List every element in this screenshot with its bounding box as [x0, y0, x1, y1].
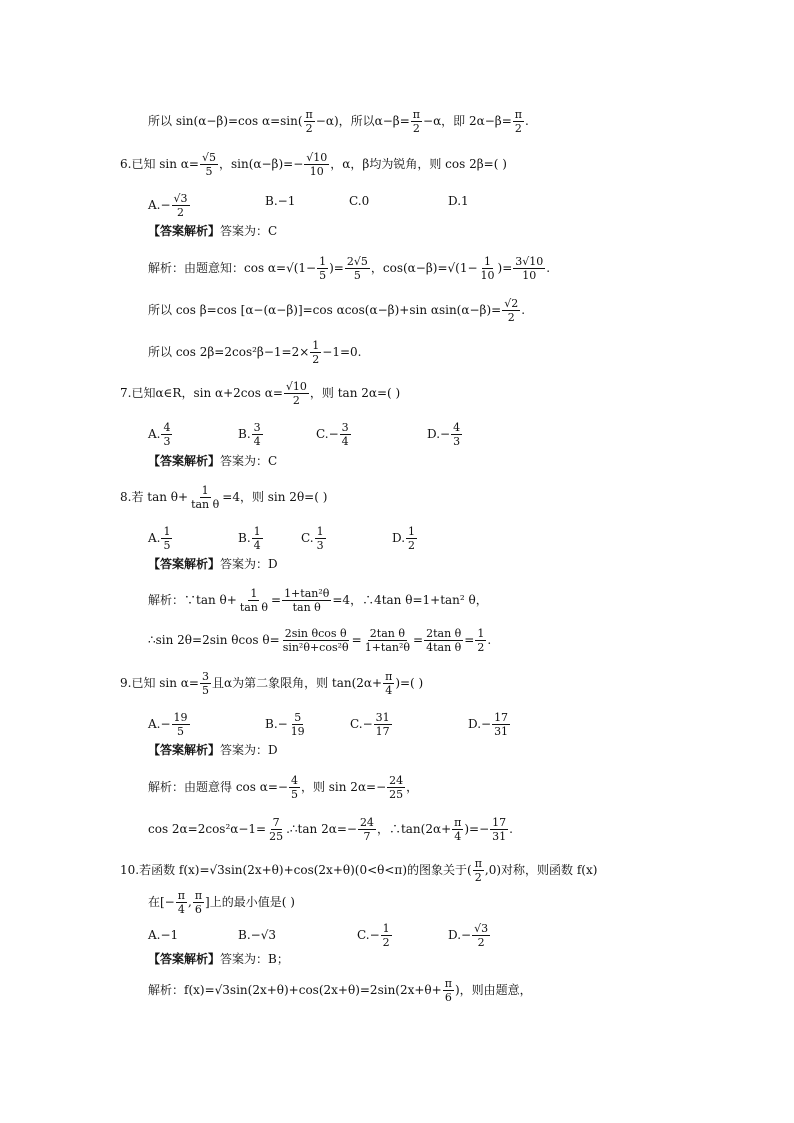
text: .∴tan 2α=− — [286, 822, 357, 836]
numerator: 3√10 — [515, 255, 544, 268]
denominator: 2 — [305, 122, 313, 135]
option-d — [392, 525, 418, 552]
fraction — [161, 525, 172, 552]
numerator: √3 — [173, 192, 188, 205]
text: B.− — [265, 717, 288, 731]
question-6 — [120, 151, 507, 178]
answer-value: 答案为：D — [220, 557, 278, 571]
fraction — [304, 151, 329, 178]
numerator: 2√5 — [346, 255, 368, 268]
solution-line — [148, 774, 418, 801]
numerator: π — [412, 108, 421, 121]
numerator: 24 — [389, 774, 404, 787]
fraction — [358, 816, 376, 843]
text-line — [148, 108, 529, 135]
text: A. — [148, 427, 161, 441]
question-7 — [120, 380, 400, 407]
fraction — [513, 108, 524, 135]
fraction — [189, 484, 221, 511]
numerator: 1 — [382, 922, 390, 935]
fraction — [502, 297, 520, 324]
denominator: 5 — [319, 269, 327, 282]
solution-line — [148, 297, 525, 324]
fraction — [387, 774, 405, 801]
denominator: 4 — [454, 830, 462, 843]
denominator: 10 — [522, 269, 537, 282]
text: )=− — [464, 822, 490, 836]
fraction — [472, 922, 490, 949]
numerator: 1 — [253, 525, 261, 538]
text: −1=0. — [322, 345, 362, 359]
answer-line — [148, 952, 289, 966]
denominator: 25 — [269, 830, 284, 843]
question-10-cont — [148, 889, 295, 916]
text: C.− — [357, 928, 380, 942]
fraction — [267, 816, 285, 843]
text: 解析：f(x)=√3sin(2x+θ)+cos(2x+θ)=2sin(2x+θ+ — [148, 983, 442, 997]
option-d — [448, 922, 491, 949]
text: ]上的最小值是( ) — [205, 895, 295, 909]
denominator: 3 — [163, 435, 171, 448]
denominator: 6 — [194, 903, 202, 916]
text: D.− — [427, 427, 451, 441]
fraction — [383, 670, 394, 697]
answer-label: 【答案解析】 — [148, 952, 221, 966]
option-b — [238, 421, 264, 448]
fraction — [238, 587, 270, 614]
text: cos 2α=2cos²α−1= — [148, 822, 267, 836]
text: 8.若 tan θ+ — [120, 490, 189, 504]
text: . — [546, 261, 551, 275]
text: = — [464, 633, 475, 647]
text: 解析：由题意得 cos α=− — [148, 780, 288, 794]
text: A.− — [148, 717, 171, 731]
option-b: B.−√3 — [238, 928, 276, 942]
text: D. — [392, 531, 406, 545]
numerator: 2tan θ — [369, 627, 405, 640]
denominator: 1+tan²θ — [364, 641, 411, 654]
fraction — [452, 816, 463, 843]
text: 7.已知α∈R，sin α+2cos α= — [120, 386, 283, 400]
numerator: √10 — [306, 151, 328, 164]
numerator: 5 — [294, 711, 302, 724]
numerator: 3 — [341, 421, 349, 434]
option-b — [265, 711, 308, 738]
text: . — [521, 303, 526, 317]
text: ∴sin 2θ=2sin θcos θ= — [148, 633, 280, 647]
numerator: √10 — [285, 380, 307, 393]
denominator: 2 — [477, 641, 485, 654]
fraction — [473, 857, 484, 884]
denominator: 2 — [382, 936, 390, 949]
fraction — [374, 711, 392, 738]
numerator: 1 — [477, 627, 485, 640]
denominator: 5 — [177, 725, 185, 738]
denominator: 31 — [494, 725, 509, 738]
fraction — [340, 421, 351, 448]
numerator: 1 — [484, 255, 492, 268]
fraction — [406, 525, 417, 552]
fraction — [513, 255, 545, 282]
solution-line — [148, 255, 550, 282]
solution-line — [148, 339, 361, 366]
denominator: 5 — [205, 165, 213, 178]
numerator: 1 — [319, 255, 327, 268]
numerator: 19 — [173, 711, 188, 724]
denominator: 2 — [507, 311, 515, 324]
text: 所以 cos β=cos [α−(α−β)]=cos αcos(α−β)+sin αsin(α−β)= — [148, 303, 502, 317]
fraction — [443, 977, 454, 1004]
numerator: π — [177, 889, 185, 902]
denominator: 5 — [353, 269, 361, 282]
answer-label: 【答案解析】 — [148, 557, 221, 571]
fraction — [172, 711, 190, 738]
text: ，cos(α−β)= — [370, 261, 448, 275]
denominator: 4 — [253, 539, 261, 552]
numerator: π — [474, 857, 482, 870]
numerator: 4 — [163, 421, 171, 434]
numerator: 17 — [492, 816, 507, 829]
fraction — [176, 889, 187, 916]
text: −α，即 2α−β= — [423, 114, 512, 128]
fraction — [345, 255, 370, 282]
denominator: 2 — [514, 122, 522, 135]
fraction — [289, 774, 300, 801]
text: ，∴tan(2α+ — [376, 822, 452, 836]
denominator: 4 — [177, 903, 185, 916]
answer-line — [148, 454, 277, 468]
denominator: 10 — [480, 269, 495, 282]
fraction — [172, 192, 190, 219]
fraction — [492, 711, 510, 738]
fraction — [252, 421, 263, 448]
numerator: 3 — [201, 670, 209, 683]
fraction — [451, 421, 462, 448]
text: , — [187, 895, 192, 909]
text: ，则 tan 2α=( ) — [309, 386, 401, 400]
numerator: 1 — [201, 484, 209, 497]
question-6-options — [148, 192, 191, 219]
numerator: 7 — [272, 816, 280, 829]
solution-line — [148, 816, 513, 843]
fraction — [289, 711, 307, 738]
question-10 — [120, 857, 597, 884]
denominator: 7 — [363, 830, 371, 843]
text: 所以 cos 2β=2cos²β−1=2× — [148, 345, 310, 359]
numerator: 17 — [494, 711, 509, 724]
numerator: 1 — [163, 525, 171, 538]
numerator: 1+tan²θ — [284, 587, 330, 600]
text: D.− — [448, 928, 472, 942]
text: 在[− — [148, 895, 175, 909]
answer-value: 答案为：C — [220, 224, 278, 238]
numerator: π — [385, 670, 393, 683]
denominator: 25 — [389, 788, 404, 801]
answer-label: 【答案解析】 — [148, 224, 221, 238]
numerator: √5 — [201, 151, 216, 164]
text: 6.已知 sin α= — [120, 157, 199, 171]
denominator: 2 — [408, 539, 416, 552]
answer-line — [148, 224, 277, 238]
numerator: 2sin θcos θ — [284, 627, 347, 640]
answer-line — [148, 743, 278, 757]
question-8 — [120, 484, 327, 511]
answer-label: 【答案解析】 — [148, 454, 221, 468]
text: . — [509, 822, 513, 836]
fraction — [490, 816, 508, 843]
numerator: 1 — [312, 339, 320, 352]
denominator: tan θ — [191, 498, 220, 511]
numerator: π — [444, 977, 452, 990]
numerator: 4 — [453, 421, 461, 434]
numerator: 1 — [250, 587, 258, 600]
fraction — [315, 525, 326, 552]
option-c — [350, 711, 393, 738]
numerator: 31 — [375, 711, 390, 724]
text: ，则 sin 2α=− — [300, 780, 387, 794]
option-a: A.− — [148, 198, 171, 212]
text: B. — [238, 531, 251, 545]
denominator: 3 — [453, 435, 461, 448]
fraction — [381, 922, 392, 949]
option-c — [316, 421, 352, 448]
denominator: 4 — [341, 435, 349, 448]
fraction — [317, 255, 328, 282]
text: −α)，所以α−β= — [315, 114, 410, 128]
option-c — [301, 525, 327, 552]
denominator: sin²θ+cos²θ — [282, 641, 349, 654]
text: . — [487, 633, 492, 647]
denominator: 19 — [290, 725, 305, 738]
fraction — [479, 255, 497, 282]
denominator: 2 — [312, 353, 320, 366]
option-b: B.−1 — [265, 194, 296, 208]
option-c: C.0 — [349, 194, 370, 208]
fraction — [411, 108, 422, 135]
answer-line — [148, 557, 278, 571]
fraction — [304, 108, 315, 135]
text: C. — [301, 531, 314, 545]
fraction — [424, 627, 463, 654]
fraction — [200, 670, 211, 697]
text: B. — [238, 427, 251, 441]
denominator: 5 — [201, 684, 209, 697]
numerator: π — [514, 108, 523, 121]
denominator: 2 — [474, 871, 482, 884]
fraction — [475, 627, 486, 654]
text: 且α为第二象限角，则 tan(2α+ — [211, 676, 383, 690]
denominator: 4 — [385, 684, 393, 697]
text: )= — [497, 261, 513, 275]
fraction — [310, 339, 321, 366]
text: 解析：由题意知：cos α= — [148, 261, 287, 275]
fraction — [252, 525, 263, 552]
text: . — [525, 114, 529, 128]
denominator: 4tan θ — [426, 641, 462, 654]
numerator: 3 — [253, 421, 261, 434]
answer-label: 【答案解析】 — [148, 743, 221, 757]
denominator: 6 — [444, 991, 452, 1004]
text: 解析：∵tan θ+ — [148, 593, 237, 607]
numerator: 4 — [290, 774, 298, 787]
denominator: 2 — [412, 122, 420, 135]
denominator: 17 — [375, 725, 390, 738]
text: =4，∴4tan θ=1+tan² θ， — [332, 593, 488, 607]
option-a — [148, 421, 173, 448]
text: 9.已知 sin α= — [120, 676, 199, 690]
fraction — [193, 889, 204, 916]
text: ，sin(α−β)=− — [218, 157, 304, 171]
numerator: π — [454, 816, 462, 829]
text: ， — [406, 780, 419, 794]
denominator: 5 — [163, 539, 171, 552]
text: )= — [329, 261, 344, 275]
text: C.− — [350, 717, 373, 731]
text: = — [413, 633, 424, 647]
denominator: tan θ — [292, 601, 321, 614]
numerator: 1 — [408, 525, 416, 538]
text: 10.若函数 f(x)=√3sin(2x+θ)+cos(2x+θ)(0<θ<π)的图象关于( — [120, 863, 472, 877]
solution-line — [148, 977, 532, 1004]
option-a — [148, 525, 173, 552]
denominator: tan θ — [239, 601, 268, 614]
text: = — [351, 633, 362, 647]
option-b — [238, 525, 264, 552]
numerator: π — [194, 889, 203, 902]
text: =4，则 sin 2θ=( ) — [222, 490, 328, 504]
text: √(1− — [286, 261, 317, 275]
text: √(1− — [447, 261, 478, 275]
denominator: 5 — [290, 788, 298, 801]
fraction — [200, 151, 218, 178]
option-d: D.1 — [448, 194, 469, 208]
text: ,0)对称，则函数 f(x) — [484, 863, 598, 877]
text: A. — [148, 531, 161, 545]
numerator: √2 — [504, 297, 519, 310]
text: C.− — [316, 427, 339, 441]
question-9 — [120, 670, 423, 697]
option-c — [357, 922, 393, 949]
option-a — [148, 711, 191, 738]
text: = — [271, 593, 282, 607]
text: D.− — [468, 717, 492, 731]
fraction — [284, 380, 309, 407]
denominator: 10 — [309, 165, 324, 178]
text: ，α，β均为锐角，则 cos 2β=( ) — [330, 157, 507, 171]
solution-line — [148, 587, 488, 614]
text: )=( ) — [395, 676, 424, 690]
denominator: 2 — [292, 394, 300, 407]
answer-value: 答案为：B； — [220, 952, 289, 966]
option-a: A.−1 — [148, 928, 179, 942]
denominator: 2 — [177, 206, 185, 219]
denominator: 4 — [253, 435, 261, 448]
fraction — [281, 627, 351, 654]
solution-line — [148, 627, 491, 654]
option-d — [427, 421, 463, 448]
fraction — [282, 587, 331, 614]
denominator: 2 — [477, 936, 485, 949]
denominator: 3 — [316, 539, 324, 552]
numerator: 1 — [316, 525, 324, 538]
fraction — [363, 627, 412, 654]
answer-value: 答案为：C — [220, 454, 278, 468]
fraction — [161, 421, 172, 448]
numerator: 24 — [359, 816, 374, 829]
numerator: √3 — [474, 922, 489, 935]
denominator: 31 — [492, 830, 507, 843]
text: )，则由题意， — [454, 983, 532, 997]
text: 所以 sin(α−β)=cos α=sin( — [148, 114, 303, 128]
numerator: 2tan θ — [426, 627, 462, 640]
option-d — [468, 711, 511, 738]
numerator: π — [305, 108, 313, 121]
answer-value: 答案为：D — [220, 743, 278, 757]
